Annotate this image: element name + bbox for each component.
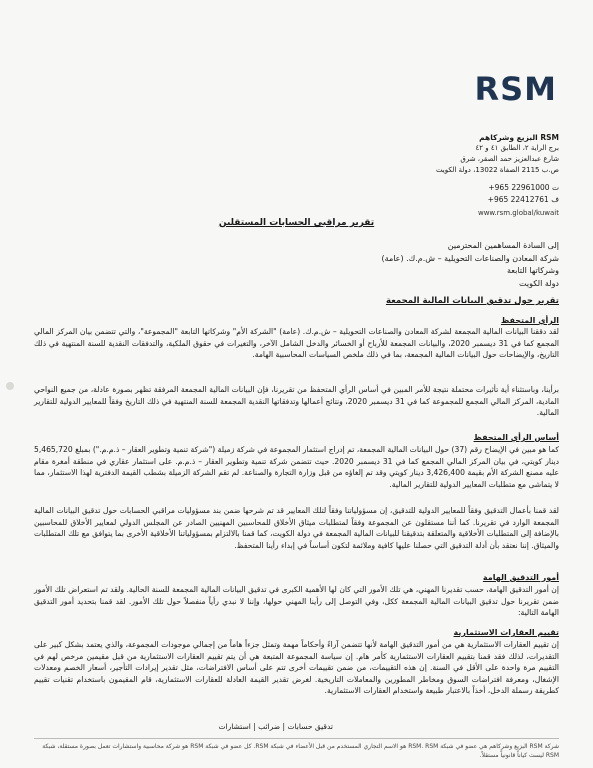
opinion-paragraph: لقد دققنا البيانات المالية المجمعة لشركة المعادن والصناعات التحويلية – ش.م.ك. (عامة) "الشركة الأم" وشركاتها التابعة "المجموعة"، والتي تتضمن بيان المركز المالي المجمع كما في 31 ديسمبر 2020، والبيانات المجمعة للأرباح أو الخسائر والدخل الشامل الآخر، والتغيرات في حقوق الملكية، والتدفقات النقدية للسنة المنتهية في ذلك التاريخ، والإيضاحات حول البيانات المالية المجمعة، بما في ذلك ملخص السياسات المحاسبية الهامة. xyxy=(34,327,560,359)
phone-label: ت xyxy=(551,183,559,192)
firm-address-block xyxy=(319,132,559,176)
footer-services: تدقيق حسابات | ضرائب | استشارات xyxy=(218,722,333,731)
footer-divider xyxy=(34,738,559,739)
addressee-line: وشركاتها التابعة xyxy=(506,266,559,275)
addressee-block xyxy=(59,240,559,290)
addressee-line: شركة المعادن والصناعات التحويلية – ش.م.ك. (عامة) xyxy=(381,253,559,263)
website-link[interactable]: www.rsm.global/kuwait xyxy=(477,209,559,217)
document-title: تقرير مراقبي الحسابات المستقلين xyxy=(218,218,375,228)
kam-paragraph: إن أمور التدقيق الهامة، حسب تقديرنا المهني، هي تلك الأمور التي كان لها الأهمية الكبرى في تدقيق البيانات المالية المجمعة للسنة الحالية. ولقد تم استعراض تلك الأمور ضمن تقريرنا حول تدقيق البيانات المالية المجمعة ككل، وفي التوصل إلى رأينا المهني حولها، وإننا لا نبدي رأياً منفصلاً حول تلك الأمور. لقد قمنا بتحديد أمور التدقيق الهامة التالية: xyxy=(34,585,559,617)
svg-text:RSM: RSM xyxy=(474,70,557,106)
rsm-logo xyxy=(449,70,559,106)
opinion-paragraph-2: برأينا، وباستثناء أية تأثيرات محتملة نتيجة للأمر المبين في أساس الرأي المتحفظ من تقريرنا، فإن البيانات المالية المجمعة المرفقة تظهر بصورة عادلة، من جميع النواحي المادية، المركز المالي المجمع للمجموعة كما في 31 ديسمبر 2020، ونتائج أعمالها وتدفقاتها النقدية المجمعة للسنة المنتهية في ذلك التاريخ وفقاً للمعايير الدولية للتقارير المالية. xyxy=(34,385,559,417)
basis-heading: أساس الرأي المتحفظ xyxy=(473,433,559,442)
punch-hole-mark xyxy=(6,382,14,390)
address-line: برج الراية ٢، الطابق ٤١ و ٤٢ xyxy=(475,144,559,152)
section-title: تقرير حول تدقيق البيانات المالية المجمعة xyxy=(385,296,559,306)
fax-label: ف xyxy=(551,195,559,204)
footer-note: شركة RSM البزيع وشركاهم هي عضو في شبكة RSM. RSM هو الاسم التجاري المستخدم من قبل الأعضاء في شبكة RSM. كل عضو في شبكة RSM هو شركة محاسبية واستشارات تعمل بصورة مستقلة، شبكة RSM ليست كياناً قانونياً مستقلاً. xyxy=(42,743,559,759)
contact-block xyxy=(359,182,559,206)
basis-paragraph: كما هو مبين في الإيضاح رقم (37) حول البيانات المالية المجمعة، تم إدراج استثمار المجموعة في شركة زميلة ("شركة تنمية وتطوير العقار – ذ.م.م.") بمبلغ 5,465,720 دينار كويتي، في بيان المركز المالي المجمع كما في 31 ديسمبر 2020. حيث تتضمن شركة تنمية وتطوير العقار – ذ.م.م. على استثمار عقاري في منطقة أمغرة مقام عليه مصنع الشركة الأم بقيمة 3,426,400 دينار كويتي وقد تم إلغاؤه من قبل وزارة التجارة والصناعة. لم تقم الشركة الزميلة بشطب القيمة الدفترية لهذا الاستثمار، مما لا يتماشى مع متطلبات المعايير الدولية للتقارير المالية. xyxy=(34,445,559,489)
phone-number: +965 22961000 xyxy=(488,183,550,192)
address-line: شارع عبدالعزيز حمد الصقر، شرق xyxy=(460,155,559,163)
addressee-line: إلى السادة المساهمين المحترمين xyxy=(447,241,559,250)
investment-property-heading: تقييم العقارات الاستثمارية xyxy=(453,628,559,637)
opinion-heading: الرأي المتحفظ xyxy=(500,316,559,325)
investment-property-paragraph: إن تقييم العقارات الاستثمارية هي من أمور التدقيق الهامة لأنها تتضمن آراءً وأحكاماً مهمة وتمثل جزءاً هاماً من إجمالي موجودات المجموعة، والذي يعتمد بشكل كبير على التقديرات، لذلك فقد قمنا بتقييم العقارات الاستثمارية كأمر هام. إن سياسة المجموعة المتبعة هي أن يتم تقييم العقارات الاستثمارية من قبل مقيمين مرخص لهم في التقييم مرة واحدة على الأقل في السنة. إن هذه التقييمات، من ضمن تقييمات أخرى تتم على أساس الافتراضات، مثل تقدير إيرادات التأجير، أسعار الخصم ومعدلات الإشغال، ومعرفة افتراضات السوق ومخاطر المطورين والمعاملات التاريخية. لغرض تقدير القيمة العادلة للعقارات الاستثمارية، قام المقيمون باستخدام تقنيات تقييم كطريقة رسملة الدخل، أخذاً بالاعتبار طبيعة واستخدام العقارات الاستثمارية. xyxy=(34,640,559,695)
firm-name: RSM البزيع وشركاهم xyxy=(479,133,559,142)
address-line: ص.ب 2115 الصفاة 13022، دولة الكويت xyxy=(435,166,559,174)
basis-paragraph-2: لقد قمنا بأعمال التدقيق وفقاً للمعايير الدولية للتدقيق، إن مسؤولياتنا وفقاً لتلك المعايير قد تم شرحها ضمن بند مسؤوليات مراقبي الحسابات حول تدقيق البيانات المالية المجمعة الوارد في تقريرنا. كما أننا مستقلون عن المجموعة وفقاً لمتطلبات ميثاق الأخلاق للمحاسبين المهنيين الصادر عن المجلس الدولي لمعايير الأخلاق للمحاسبين بالإضافة إلى المتطلبات الأخلاقية والمتعلقة بتدقيقنا للبيانات المالية المجمعة في دولة الكويت، كما قمنا بالالتزام بمسؤولياتنا الأخلاقية الأخرى بما يتوافق مع تلك المتطلبات والميثاق. إننا نعتقد بأن أدلة التدقيق التي حصلنا عليها كافية وملائمة لتكون أساساً في إبداء رأينا المتحفظ. xyxy=(34,506,559,550)
addressee-line: دولة الكويت xyxy=(519,278,559,288)
fax-number: +965 22412761 xyxy=(487,195,549,204)
kam-heading: أمور التدقيق الهامة xyxy=(482,573,559,582)
